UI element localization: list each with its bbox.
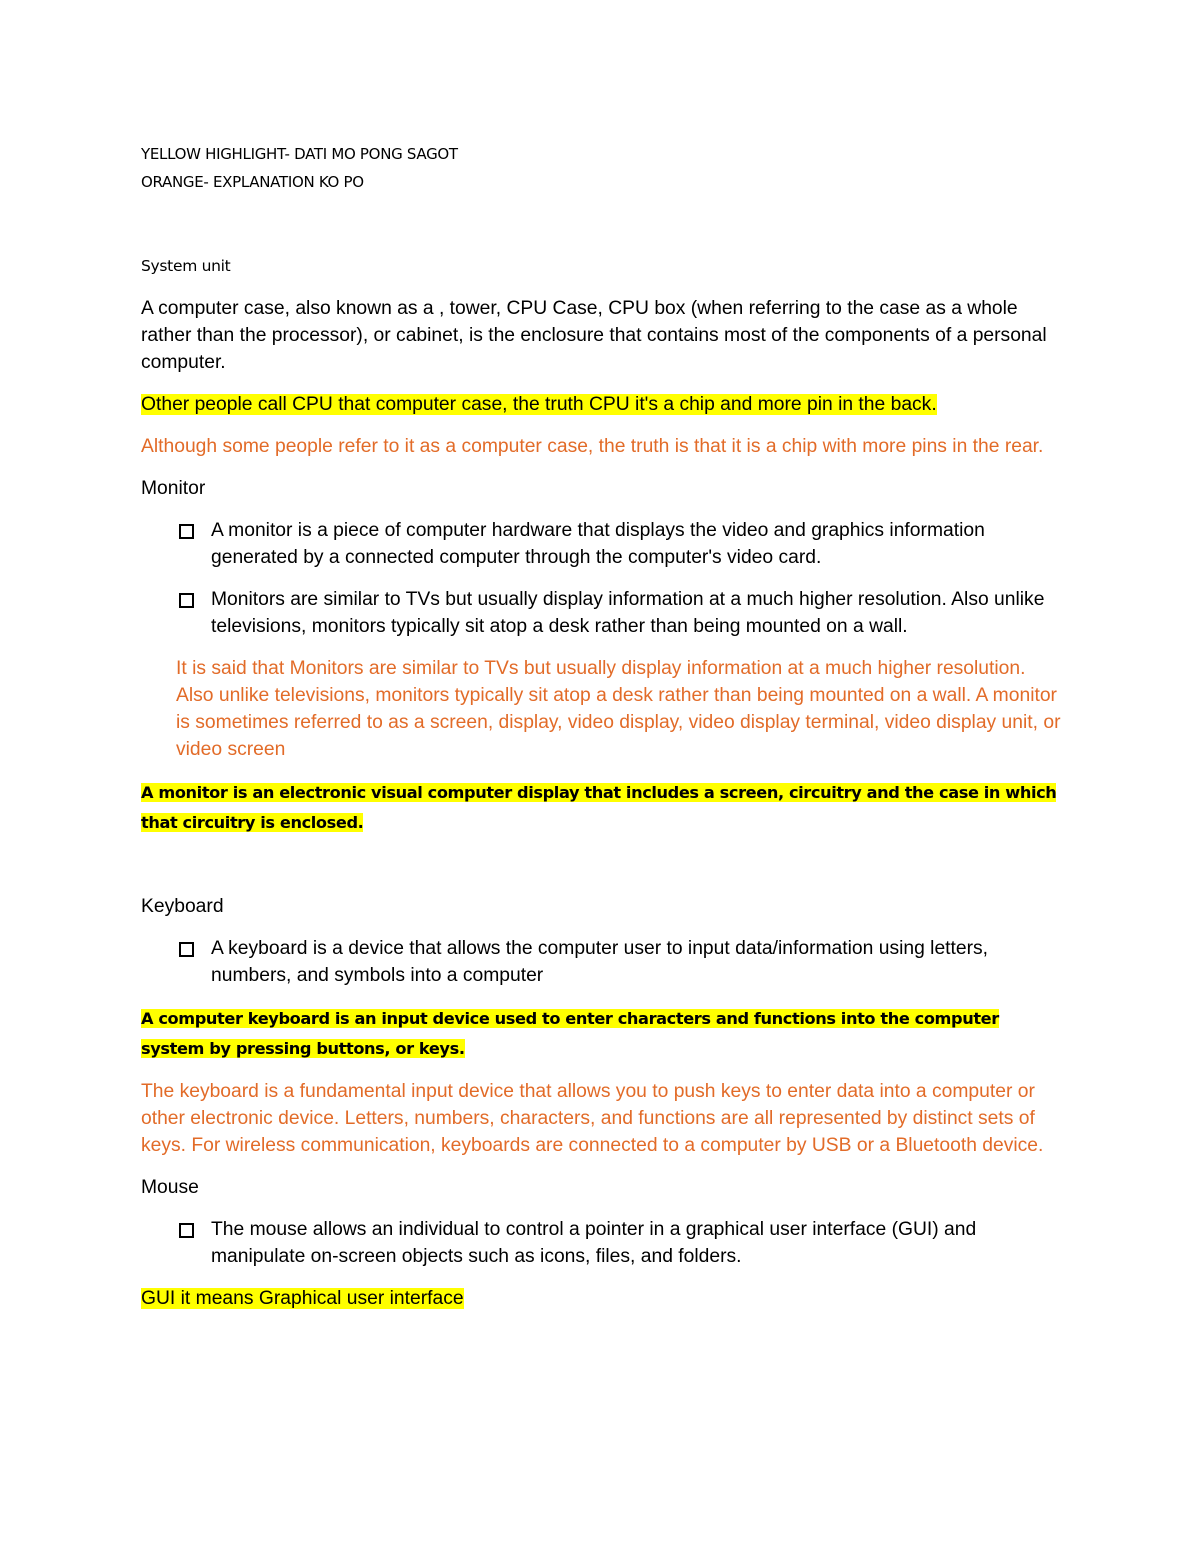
keyboard-heading: Keyboard bbox=[141, 896, 224, 917]
system-unit-heading: System unit bbox=[141, 257, 231, 275]
checkbox-bullet-icon bbox=[179, 1223, 194, 1238]
mouse-heading: Mouse bbox=[141, 1177, 199, 1198]
keyboard-bullet-1 bbox=[141, 935, 1061, 989]
mouse-answer-text: GUI it means Graphical user interface bbox=[141, 1288, 464, 1309]
checkbox-bullet-icon bbox=[179, 942, 194, 957]
monitor-bullet-1 bbox=[141, 517, 1061, 571]
keyboard-answer-text: A computer keyboard is an input device used to enter characters and functions into the computer system by pressing buttons, or keys. bbox=[141, 1009, 999, 1058]
mouse-bullet-list bbox=[141, 1216, 1061, 1270]
monitor-answer-text: A monitor is an electronic visual computer display that includes a screen, circuitry and the case in which that circuitry is enclosed. bbox=[141, 783, 1057, 832]
system-unit-answer-text: Other people call CPU that computer case, the truth CPU it's a chip and more pin in the back. bbox=[141, 394, 937, 415]
checkbox-bullet-icon bbox=[179, 593, 194, 608]
monitor-bullet-2 bbox=[141, 586, 1061, 640]
monitor-explanation: It is said that Monitors are similar to TVs but usually display information at a much higher resolution. Also unlike televisions, monitors typically sit atop a desk rather than being mounted on a wall. A monitor is sometimes referred to as a screen, display, video display, video display terminal, video display unit, or video screen bbox=[176, 658, 1061, 760]
checkbox-bullet-icon bbox=[179, 524, 194, 539]
legend-yellow: YELLOW HIGHLIGHT- DATI MO PONG SAGOT bbox=[141, 145, 458, 163]
mouse-answer bbox=[141, 1285, 1061, 1312]
legend-orange: ORANGE- EXPLANATION KO PO bbox=[141, 173, 364, 191]
monitor-heading: Monitor bbox=[141, 478, 206, 499]
system-unit-explanation: Although some people refer to it as a computer case, the truth is that it is a chip with more pins in the rear. bbox=[141, 436, 1044, 457]
mouse-bullet-1-text: The mouse allows an individual to control a pointer in a graphical user interface (GUI) and manipulate on-screen objects such as icons, files, and folders. bbox=[211, 1219, 977, 1267]
system-unit-definition: A computer case, also known as a , tower, CPU Case, CPU box (when referring to the case as a whole rather than the processor), or cabinet, is the enclosure that contains most of the components of a personal computer. bbox=[141, 298, 1047, 373]
keyboard-explanation: The keyboard is a fundamental input device that allows you to push keys to enter data into a computer or other electronic device. Letters, numbers, characters, and functions are all represented by distinct sets of keys. For wireless communication, keyboards are connected to a computer by USB or a Bluetooth device. bbox=[141, 1081, 1044, 1156]
monitor-answer bbox=[141, 778, 1061, 837]
monitor-bullet-list bbox=[141, 517, 1061, 640]
mouse-bullet-1 bbox=[141, 1216, 1061, 1270]
system-unit-answer bbox=[141, 391, 1061, 418]
document-page bbox=[141, 140, 1061, 1312]
monitor-bullet-1-text: A monitor is a piece of computer hardware that displays the video and graphics information generated by a connected computer through the computer's video card. bbox=[211, 520, 985, 568]
keyboard-answer bbox=[141, 1004, 1061, 1063]
keyboard-bullet-1-text: A keyboard is a device that allows the computer user to input data/information using letters, numbers, and symbols into a computer bbox=[211, 938, 989, 986]
monitor-bullet-2-text: Monitors are similar to TVs but usually display information at a much higher resolution. Also unlike televisions, monitors typically sit atop a desk rather than being mounted on a wall. bbox=[211, 589, 1045, 637]
keyboard-bullet-list bbox=[141, 935, 1061, 989]
